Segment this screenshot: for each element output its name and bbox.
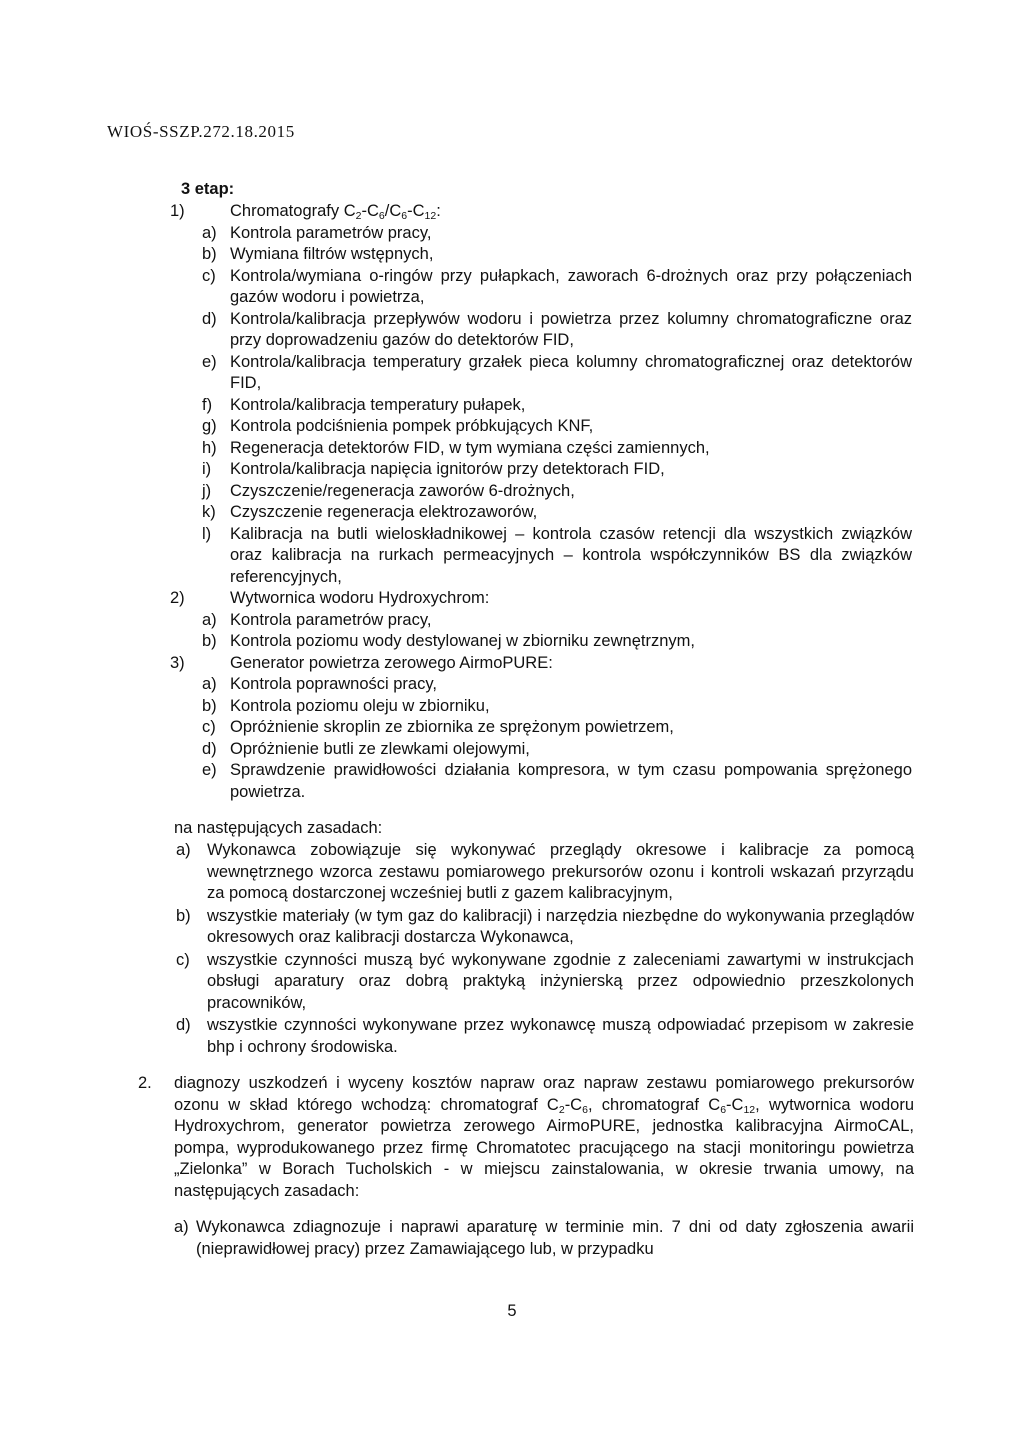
list-item: d) Opróżnienie butli ze zlewkami olejowymi,	[202, 739, 530, 758]
document-reference: WIOŚ-SSZP.272.18.2015	[107, 122, 295, 141]
list-item: h) Regeneracja detektorów FID, w tym wymiana części zamiennych,	[202, 438, 710, 457]
list-item: a) Kontrola poprawności pracy,	[202, 675, 437, 693]
list-item: a) Kontrola parametrów pracy,	[202, 223, 432, 242]
list-item: b) wszystkie materiały (w tym gaz do kalibracji) i narzędzia niezbędne do wykonywania przeglądów okresowych oraz kalibracji dostarcza Wykonawca,	[176, 906, 914, 946]
list-item: c) Opróżnienie skroplin ze zbiornika ze sprężonym powietrzem,	[202, 718, 674, 736]
list-item: d) wszystkie czynności wykonywane przez wykonawcę muszą odpowiadać przepisom w zakresie bhp i ochrony środowiska.	[176, 1016, 914, 1056]
rules-list	[174, 840, 914, 1058]
list-item: g) Kontrola podciśnienia pompek próbkujących KNF,	[202, 417, 594, 435]
list-item: a) Kontrola parametrów pracy,	[202, 610, 432, 629]
point-hydrogen-generator	[170, 588, 912, 610]
point-list	[170, 201, 912, 803]
list-item: b) Kontrola poziomu wody destylowanej w zbiorniku zewnętrznym,	[202, 632, 695, 650]
list-item: c) wszystkie czynności muszą być wykonywane zgodnie z zaleceniami zawartymi w instrukcjach obsługi aparatury oraz dobrą praktyką inżynierską przez odpowiednio przeszkolonych pracowników,	[176, 950, 914, 1012]
point-title: Chromatografy $C_2-C_6/C_6-C_{12}$:	[230, 202, 441, 222]
section-2	[138, 1073, 914, 1260]
list-item: a) Wykonawca zobowiązuje się wykonywać przeglądy okresowe i kalibracje za pomocą wewnętrznego wzorca zestawu pomiarowego prekursorów ozonu i kontroli wskazań przyrządu za pomocą dostarczonej wcześniej butli z gazem kalibracyjnym,	[176, 841, 914, 902]
list-item: e) Sprawdzenie prawidłowości działania kompresora, w tym czasu pompowania sprężonego powietrza.	[202, 761, 912, 801]
list-item: d) Kontrola/kalibracja przepływów wodoru i powietrza przez kolumny chromatograficzne oraz przy doprowadzeniu gazów do detektorów FID,	[202, 309, 912, 349]
list-item: a) Wykonawca zdiagnozuje i naprawi aparaturę w terminie min. 7 dni od daty zgłoszenia awarii (nieprawidłowej pracy) przez Zamawiającego lub, w przypadku	[174, 1218, 914, 1258]
section-number: 2.	[138, 1074, 152, 1092]
list-item: c) Kontrola/wymiana o-ringów przy pułapkach, zaworach 6-drożnych oraz przy połączeniach gazów wodoru i powietrza,	[202, 266, 912, 306]
rules-intro: na następujących zasadach:	[174, 819, 383, 837]
list-item: f) Kontrola/kalibracja temperatury pułapek,	[202, 395, 526, 414]
point-number: 3)	[170, 653, 185, 672]
stage-heading: 3 etap:	[181, 180, 235, 198]
list-item: i) Kontrola/kalibracja napięcia ignitorów przy detektorach FID,	[202, 460, 665, 478]
section-2-paragraph: diagnozy uszkodzeń i wyceny kosztów napraw oraz napraw zestawu pomiarowego prekursorów ozonu w skład którego wchodzą: chromatograf $C_2-C_6$, chromatograf $C_6-C_{12}$, wytwornica wodoru Hydroxychrom, generator powietrza zerowego AirmoPURE, jednostka kalibracyjna AirmoCAL, pompa, wyprodukowanego przez firmę Chromatotec pracującego na stacji monitoringu powietrza „Zielonka” w Borach Tucholskich - w miejscu zainstalowania, w okresie trwania umowy, na następujących zasadach:	[174, 1074, 914, 1200]
list-item: b) Wymiana filtrów wstępnych,	[202, 245, 434, 263]
point-chromatographs	[170, 201, 912, 223]
point-number: 1)	[170, 202, 185, 220]
point-title: Generator powietrza zerowego AirmoPURE:	[230, 653, 553, 672]
point-title: Wytwornica wodoru Hydroxychrom:	[230, 589, 490, 607]
list-item: b) Kontrola poziomu oleju w zbiorniku,	[202, 696, 490, 715]
point-zero-air-generator	[170, 653, 912, 675]
point-number: 2)	[170, 589, 185, 607]
list-item: k) Czyszczenie regeneracja elektrozaworów,	[202, 503, 538, 521]
list-item: e) Kontrola/kalibracja temperatury grzałek pieca kolumny chromatograficznej oraz detektorów FID,	[202, 352, 912, 392]
list-item: l) Kalibracja na butli wieloskładnikowej – kontrola czasów retencji dla wszystkich związków oraz kalibracja na rurkach permeacyjnych – kontrola współczynników BS dla związków referencyjnych,	[202, 524, 912, 586]
page-number: 5	[507, 1302, 517, 1320]
list-item: j) Czyszczenie/regeneracja zaworów 6-drożnych,	[202, 481, 575, 500]
